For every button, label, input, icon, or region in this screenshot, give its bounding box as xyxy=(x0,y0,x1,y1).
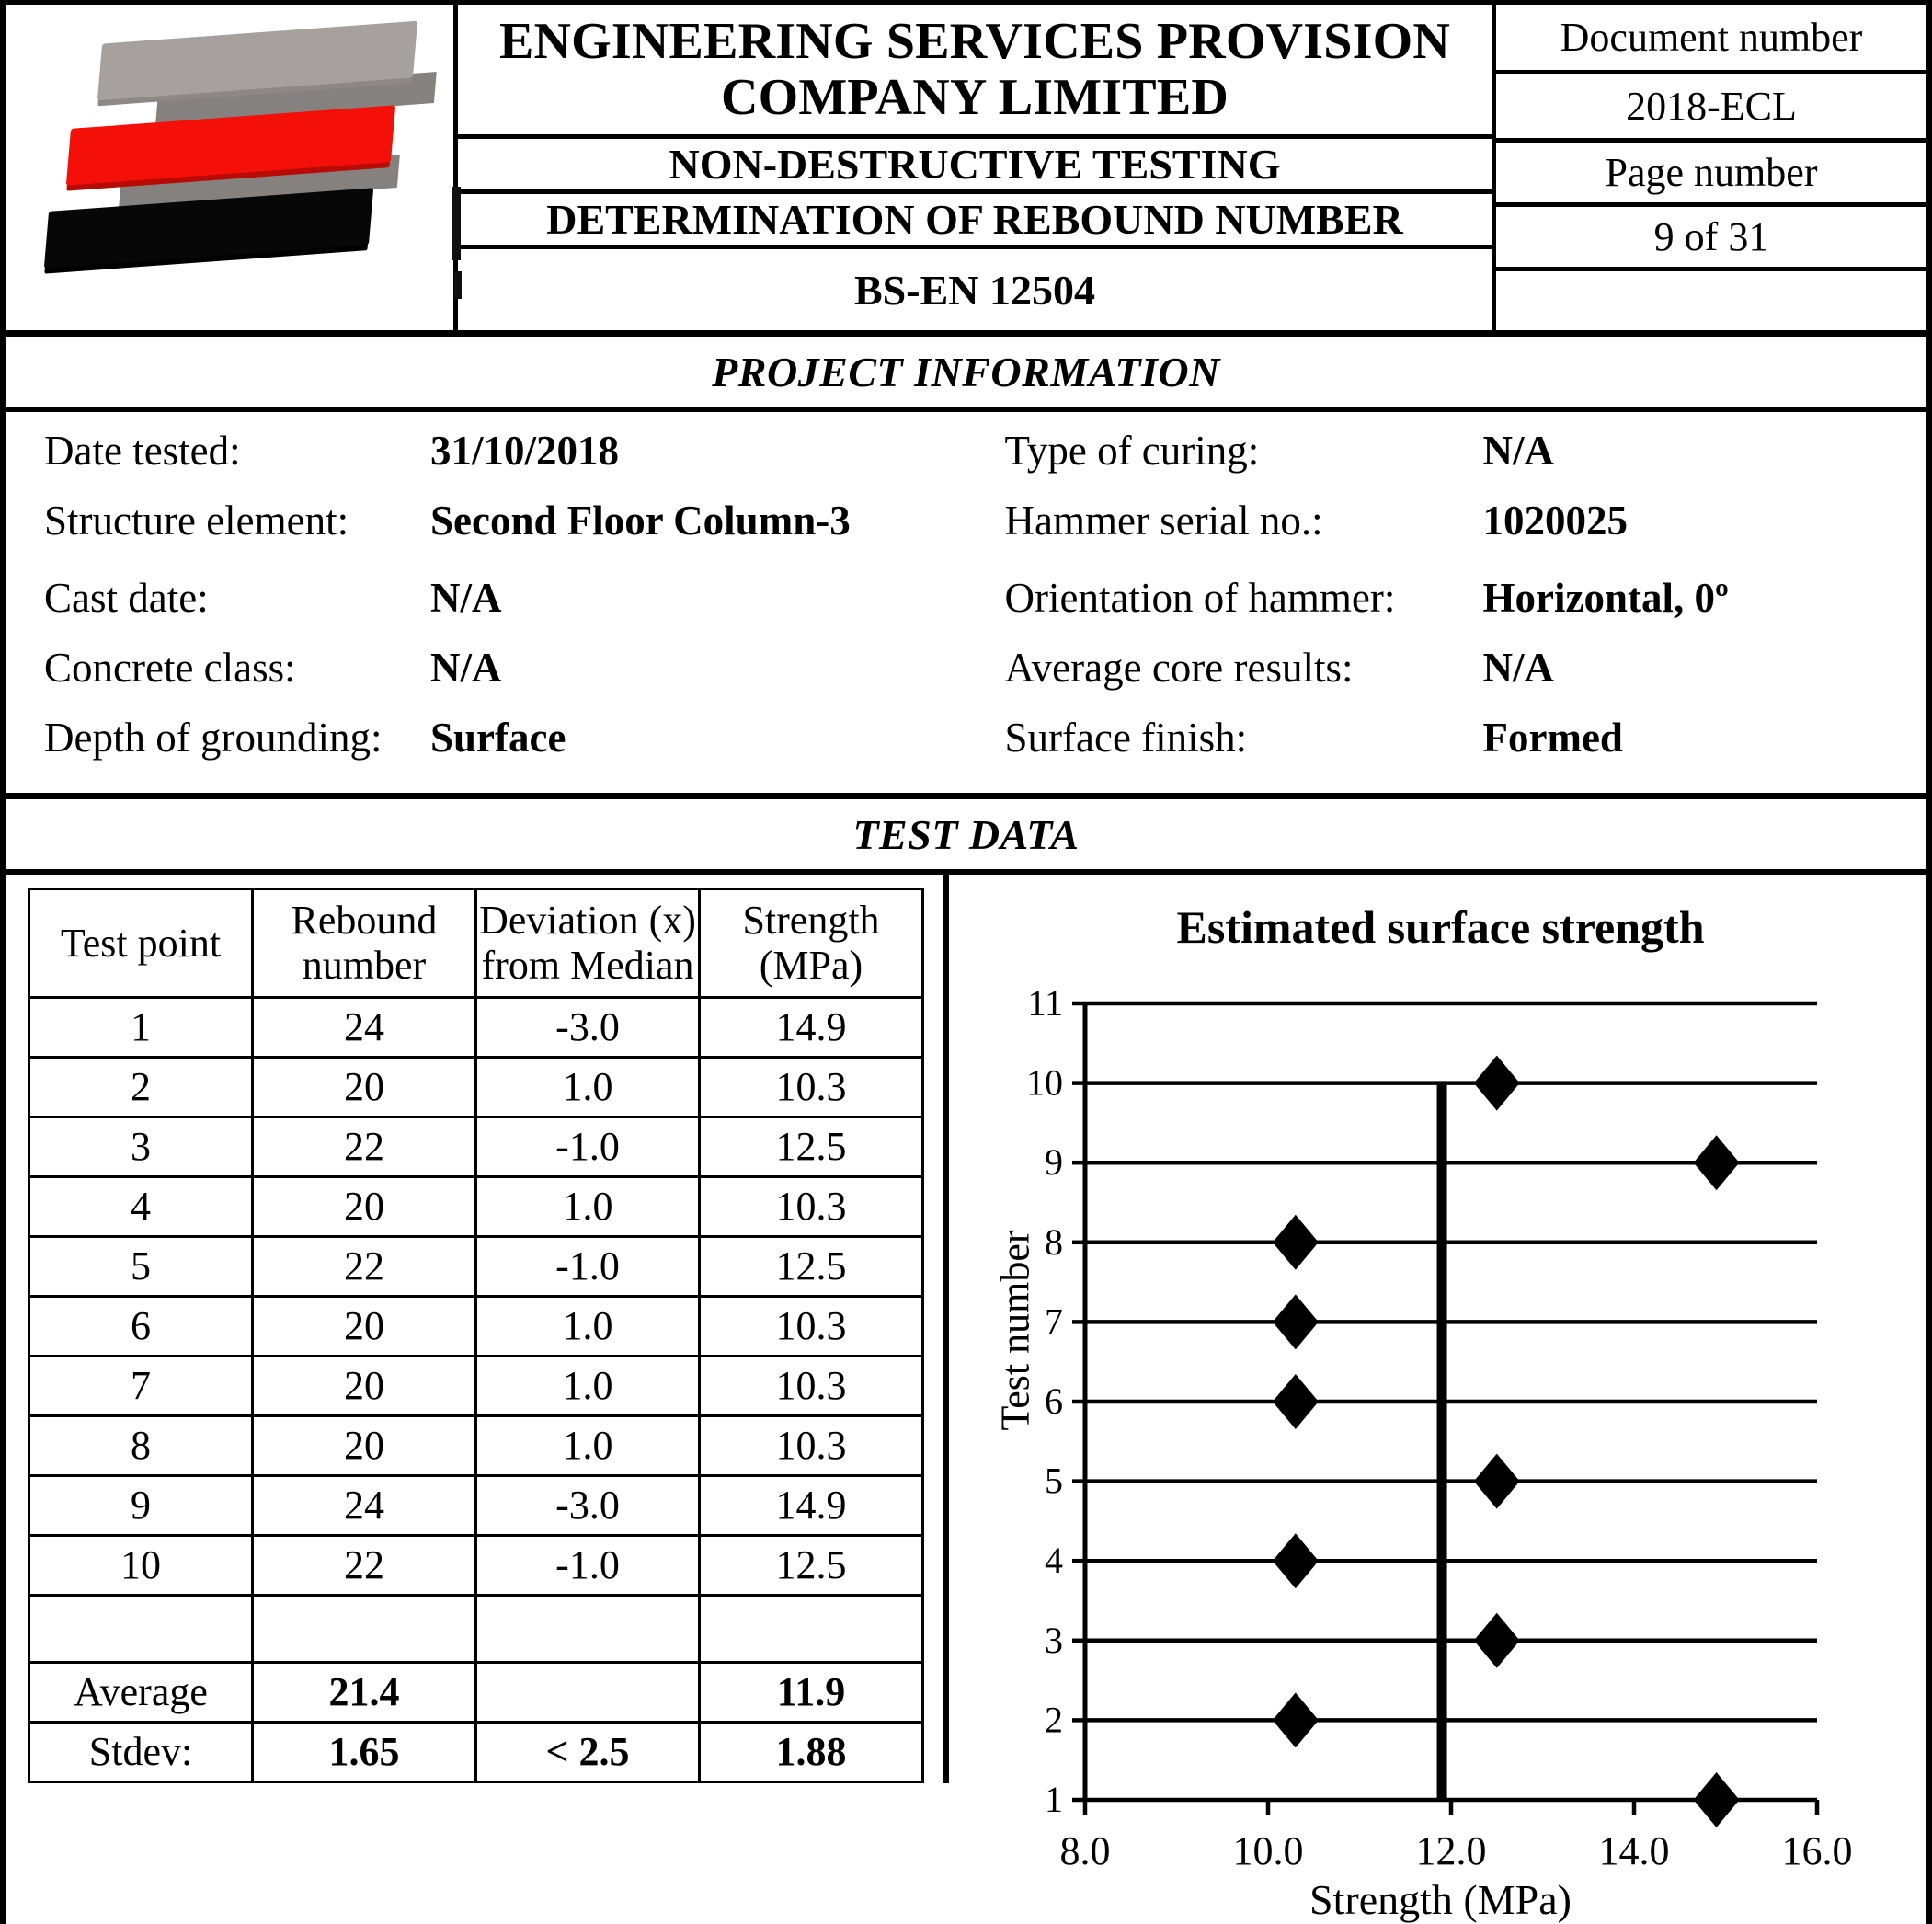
x-tick-label: 14.0 xyxy=(1598,1828,1670,1873)
col-rebound-line1: Rebound xyxy=(291,898,438,943)
field-date-tested xyxy=(44,427,966,497)
col-rebound-line2: number xyxy=(302,943,427,989)
document-number-value: 2018-ECL xyxy=(1496,74,1926,143)
y-tick-label: 3 xyxy=(1045,1619,1063,1661)
logo-mark-lower xyxy=(454,271,462,299)
cell-deviation: 1.0 xyxy=(476,1057,700,1117)
table-row xyxy=(29,1236,923,1296)
cell-point: 5 xyxy=(29,1236,253,1296)
company-name-line2: COMPANY LIMITED xyxy=(720,68,1229,126)
column-header-rebound-number xyxy=(253,889,476,998)
col-deviation-line1: Deviation (x) xyxy=(479,898,696,943)
test-data-table xyxy=(28,888,924,1783)
cell-strength: 10.3 xyxy=(700,1415,923,1475)
y-tick-label: 6 xyxy=(1045,1380,1063,1422)
test-subject-title: DETERMINATION OF REBOUND NUMBER xyxy=(458,194,1492,249)
cell-strength: 10.3 xyxy=(700,1057,923,1117)
table-row xyxy=(29,1535,923,1595)
y-tick-label: 9 xyxy=(1045,1141,1063,1184)
x-tick-label: 16.0 xyxy=(1781,1828,1853,1873)
table-row-blank xyxy=(29,1595,923,1662)
field-surface-finish xyxy=(1005,714,1927,784)
cell-deviation: 1.0 xyxy=(476,1296,700,1356)
chart-title: Estimated surface strength xyxy=(1176,901,1705,953)
column-header-test-point xyxy=(29,889,253,998)
cell-rebound: 22 xyxy=(253,1236,476,1296)
chart-x-axis-label: Strength (MPa) xyxy=(1309,1876,1572,1923)
data-point-marker xyxy=(1474,1613,1520,1668)
cell-deviation: -1.0 xyxy=(476,1117,700,1176)
stdev-deviation: < 2.5 xyxy=(476,1722,700,1781)
cell-point: 8 xyxy=(29,1415,253,1475)
average-core-results-value: N/A xyxy=(1482,645,1554,691)
cell-deviation: -3.0 xyxy=(476,997,700,1057)
project-information-banner: PROJECT INFORMATION xyxy=(6,337,1926,412)
y-tick-label: 11 xyxy=(1027,982,1063,1024)
field-hammer-serial-no xyxy=(1005,497,1927,574)
average-label: Average xyxy=(29,1662,253,1722)
structure-element-value: Second Floor Column-3 xyxy=(430,498,851,544)
data-point-marker xyxy=(1694,1772,1740,1827)
surface-finish-value: Formed xyxy=(1482,715,1623,761)
average-strength: 11.9 xyxy=(700,1662,923,1722)
cell-deviation: 1.0 xyxy=(476,1356,700,1415)
report-header xyxy=(6,5,1926,337)
average-core-results-label: Average core results: xyxy=(1004,645,1354,691)
field-structure-element xyxy=(44,497,966,574)
field-average-core-results xyxy=(1005,644,1927,714)
company-logo xyxy=(48,25,416,264)
hammer-serial-no-label: Hammer serial no.: xyxy=(1004,498,1323,544)
table-row xyxy=(29,1057,923,1117)
col-strength-line1: Strength xyxy=(742,898,880,943)
table-row-stdev xyxy=(29,1722,923,1781)
column-header-deviation xyxy=(476,889,700,998)
structure-element-label: Structure element: xyxy=(44,498,349,544)
cell-rebound: 22 xyxy=(253,1117,476,1176)
type-of-curing-value: N/A xyxy=(1482,428,1554,474)
stdev-label: Stdev: xyxy=(29,1722,253,1781)
cell-deviation xyxy=(476,1595,700,1662)
cell-point: 10 xyxy=(29,1535,253,1595)
concrete-class-label: Concrete class: xyxy=(44,645,296,691)
cell-point: 1 xyxy=(29,997,253,1057)
cell-rebound xyxy=(253,1595,476,1662)
test-data-section xyxy=(6,875,1926,1923)
cell-point xyxy=(29,1595,253,1662)
column-header-strength xyxy=(700,889,923,998)
y-tick-label: 2 xyxy=(1045,1699,1063,1741)
cell-deviation: 1.0 xyxy=(476,1176,700,1236)
orientation-of-hammer-value: Horizontal, 0º xyxy=(1482,575,1729,621)
y-tick-label: 5 xyxy=(1045,1460,1063,1502)
data-point-marker xyxy=(1474,1056,1520,1111)
cell-rebound: 20 xyxy=(253,1057,476,1117)
col-deviation-line2: from Median xyxy=(481,943,694,989)
project-info-right-column xyxy=(966,427,1927,784)
cell-point: 3 xyxy=(29,1117,253,1176)
cell-point: 6 xyxy=(29,1296,253,1356)
data-point-marker xyxy=(1273,1533,1319,1588)
data-point-marker xyxy=(1273,1294,1319,1349)
cell-strength: 10.3 xyxy=(700,1176,923,1236)
table-row xyxy=(29,1415,923,1475)
cell-deviation: -1.0 xyxy=(476,1535,700,1595)
date-tested-label: Date tested: xyxy=(44,428,241,474)
depth-of-grounding-value: Surface xyxy=(430,715,566,761)
field-cast-date xyxy=(44,574,966,644)
cell-point: 4 xyxy=(29,1176,253,1236)
cell-deviation: -3.0 xyxy=(476,1475,700,1535)
concrete-class-value: N/A xyxy=(430,645,502,691)
data-point-marker xyxy=(1474,1454,1520,1509)
standard-title: BS-EN 12504 xyxy=(854,266,1095,314)
cell-strength: 10.3 xyxy=(700,1356,923,1415)
cell-strength: 12.5 xyxy=(700,1236,923,1296)
data-point-marker xyxy=(1273,1215,1319,1270)
cast-date-label: Cast date: xyxy=(44,575,209,621)
cast-date-value: N/A xyxy=(430,575,502,621)
cell-strength: 14.9 xyxy=(700,997,923,1057)
cell-rebound: 20 xyxy=(253,1296,476,1356)
x-tick-label: 8.0 xyxy=(1059,1828,1111,1873)
test-type-title: NON-DESTRUCTIVE TESTING xyxy=(458,139,1492,194)
table-row xyxy=(29,1356,923,1415)
cell-rebound: 20 xyxy=(253,1176,476,1236)
date-tested-value: 31/10/2018 xyxy=(430,428,620,474)
cell-rebound: 24 xyxy=(253,1475,476,1535)
orientation-of-hammer-label: Orientation of hammer: xyxy=(1004,575,1396,621)
cell-point: 7 xyxy=(29,1356,253,1415)
table-row xyxy=(29,1176,923,1236)
cell-deviation: 1.0 xyxy=(476,1415,700,1475)
y-tick-label: 8 xyxy=(1045,1220,1063,1263)
cell-rebound: 20 xyxy=(253,1356,476,1415)
surface-finish-label: Surface finish: xyxy=(1004,715,1248,761)
header-titles xyxy=(458,5,1496,330)
table-body xyxy=(29,997,923,1781)
logo-mark-upper xyxy=(452,187,461,260)
stdev-strength: 1.88 xyxy=(700,1722,923,1781)
cell-rebound: 20 xyxy=(253,1415,476,1475)
hammer-serial-no-value: 1020025 xyxy=(1482,498,1628,544)
table-row xyxy=(29,997,923,1057)
table-header-row xyxy=(29,889,923,998)
data-point-marker xyxy=(1694,1135,1740,1190)
page-number-value: 9 of 31 xyxy=(1496,207,1926,271)
project-info-left-column xyxy=(6,427,966,784)
y-tick-label: 1 xyxy=(1045,1779,1063,1820)
x-tick-label: 12.0 xyxy=(1415,1828,1487,1873)
logo-bar-black-icon xyxy=(44,188,373,268)
average-deviation xyxy=(476,1662,700,1722)
cell-strength: 12.5 xyxy=(700,1535,923,1595)
test-data-table-area xyxy=(6,875,943,1783)
y-tick-label: 10 xyxy=(1026,1061,1063,1104)
chart-y-axis-label: Test number xyxy=(992,1230,1038,1431)
field-type-of-curing xyxy=(1005,427,1927,497)
table-row xyxy=(29,1117,923,1176)
data-point-marker xyxy=(1273,1692,1319,1747)
type-of-curing-label: Type of curing: xyxy=(1004,428,1260,474)
depth-of-grounding-label: Depth of grounding: xyxy=(44,715,383,761)
field-orientation-of-hammer xyxy=(1005,574,1927,644)
field-concrete-class xyxy=(44,644,966,714)
company-name-line1: ENGINEERING SERVICES PROVISION xyxy=(498,13,1451,71)
y-tick-label: 7 xyxy=(1045,1300,1063,1343)
cell-strength: 14.9 xyxy=(700,1475,923,1535)
y-tick-label: 4 xyxy=(1045,1540,1063,1582)
cell-point: 9 xyxy=(29,1475,253,1535)
table-row-average xyxy=(29,1662,923,1722)
project-information-section xyxy=(6,412,1926,799)
document-meta xyxy=(1496,5,1926,330)
table-row xyxy=(29,1296,923,1356)
cell-rebound: 24 xyxy=(253,997,476,1057)
x-tick-label: 10.0 xyxy=(1232,1828,1304,1873)
cell-strength xyxy=(700,1595,923,1662)
cell-strength: 10.3 xyxy=(700,1296,923,1356)
document-number-label: Document number xyxy=(1496,5,1926,74)
col-test-point-line1: Test point xyxy=(60,920,222,966)
field-depth-of-grounding xyxy=(44,714,966,784)
col-strength-line2: (MPa) xyxy=(759,943,863,989)
page-number-label: Page number xyxy=(1496,143,1926,207)
data-point-marker xyxy=(1273,1374,1319,1429)
company-logo-cell xyxy=(6,5,458,330)
strength-scatter-chart xyxy=(949,875,1932,1924)
cell-point: 2 xyxy=(29,1057,253,1117)
cell-deviation: -1.0 xyxy=(476,1236,700,1296)
cell-strength: 12.5 xyxy=(700,1117,923,1176)
chart-area xyxy=(943,875,1932,1923)
test-data-banner: TEST DATA xyxy=(6,799,1926,875)
cell-rebound: 22 xyxy=(253,1535,476,1595)
table-row xyxy=(29,1475,923,1535)
document-meta-spacer xyxy=(1496,271,1926,330)
company-name xyxy=(458,5,1492,139)
stdev-rebound: 1.65 xyxy=(253,1722,476,1781)
average-rebound: 21.4 xyxy=(253,1662,476,1722)
